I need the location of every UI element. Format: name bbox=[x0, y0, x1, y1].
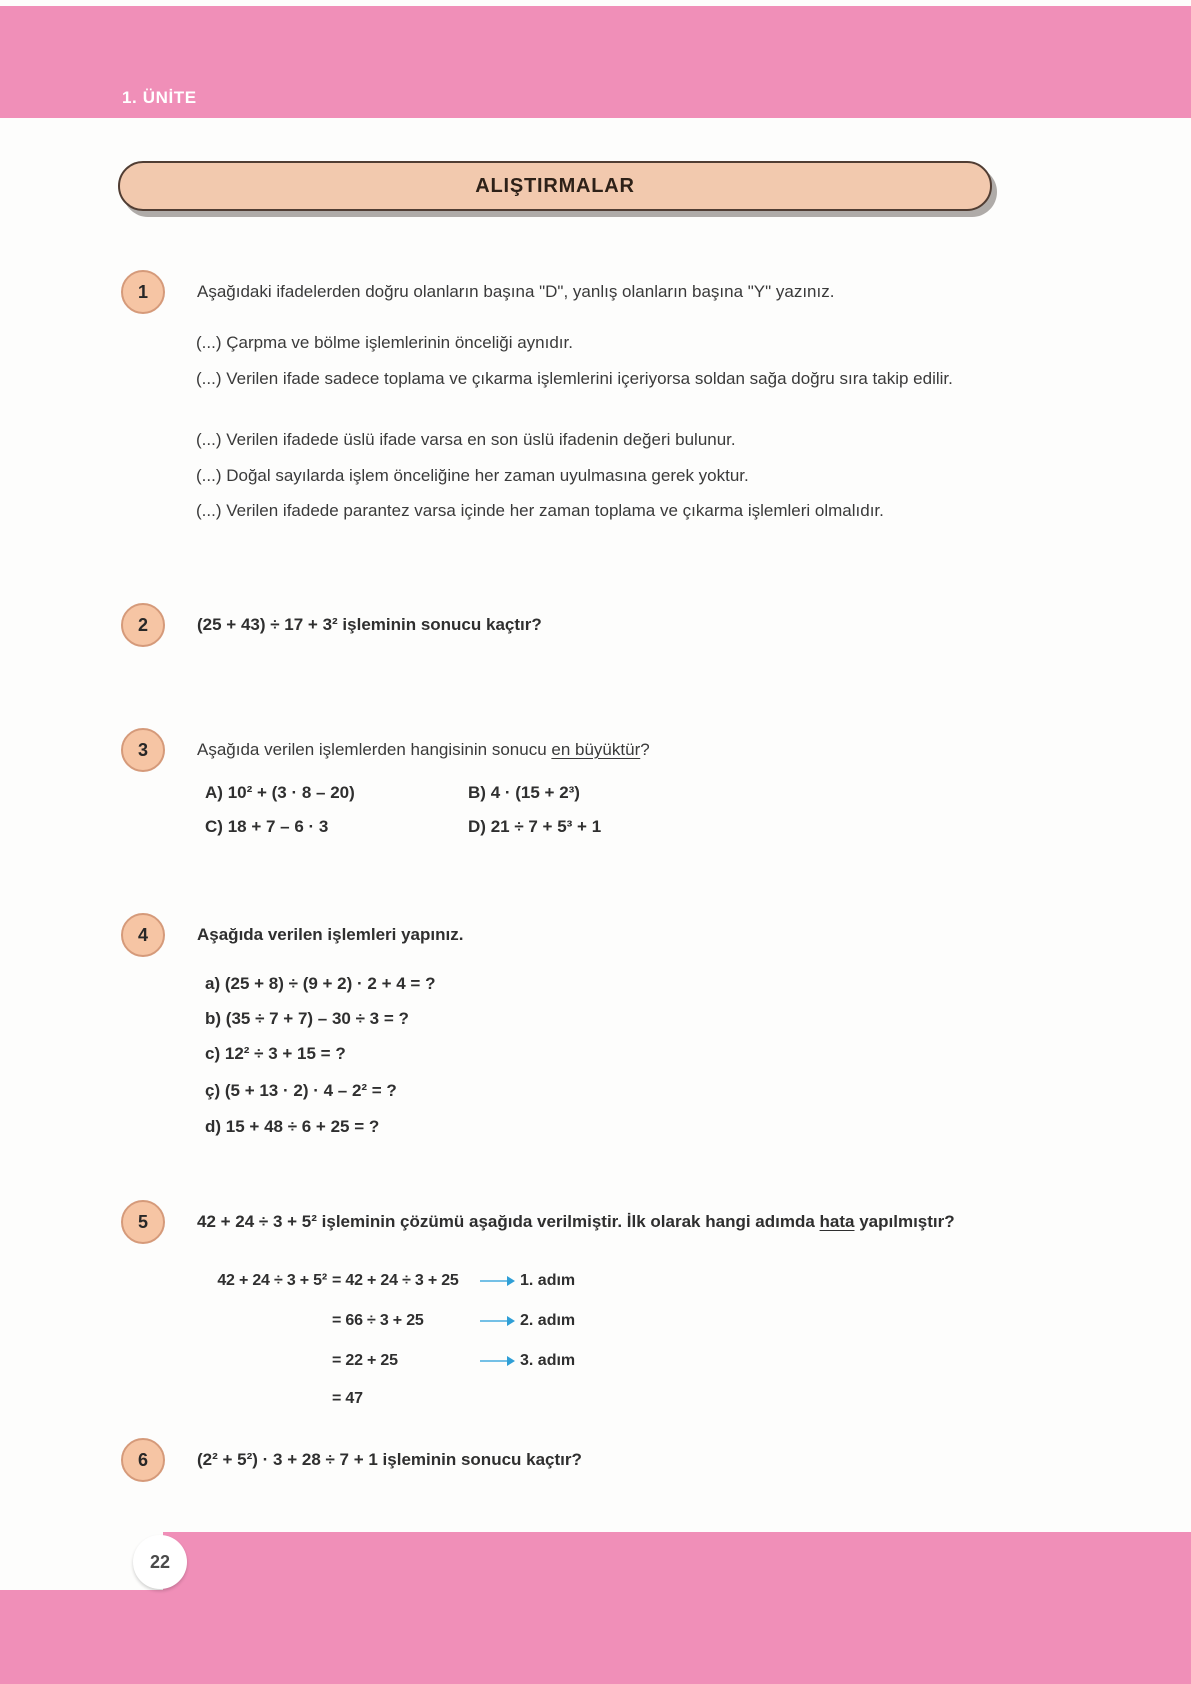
question-number: 2 bbox=[137, 614, 148, 635]
step-1-label: 1. adım bbox=[520, 1272, 576, 1289]
page-number: 22 bbox=[149, 1551, 171, 1572]
question-number: 1 bbox=[137, 281, 148, 302]
option-d bbox=[468, 814, 601, 840]
option-a-expression: 10² + (3 · 8 – 20) bbox=[227, 783, 355, 802]
step-arrow-icon bbox=[480, 1280, 507, 1282]
item-b-expression: (35 ÷ 7 + 7) – 30 ÷ 3 = ? bbox=[225, 1009, 409, 1028]
true-false-item-5: (...) Verilen ifadede parantez varsa içinde her zaman toplama ve çıkarma işlemleri olmalıdır. bbox=[196, 501, 884, 520]
item-c-label: c) bbox=[205, 1044, 221, 1063]
option-d-label: D) bbox=[468, 817, 486, 836]
step-arrow-icon bbox=[480, 1360, 507, 1362]
question-3-text-suffix: ? bbox=[640, 740, 650, 759]
solution-step-4 bbox=[0, 1386, 1191, 1412]
question-5-underlined-word: hata bbox=[819, 1212, 855, 1231]
question-2-text: (25 + 43) ÷ 17 + 3² işleminin sonucu kaçtır? bbox=[197, 615, 542, 634]
true-false-item-4: (...) Doğal sayılarda işlem önceliğine her zaman uyulmasına gerek yoktur. bbox=[196, 466, 749, 485]
question-1-number-badge bbox=[121, 270, 165, 314]
solution-step-2 bbox=[0, 1308, 1191, 1334]
item-a-expression: (25 + 8) ÷ (9 + 2) · 2 + 4 = ? bbox=[224, 974, 436, 993]
true-false-item-2: (...) Verilen ifade sadece toplama ve çıkarma işlemlerini içeriyorsa soldan sağa doğru sıra takip edilir. bbox=[196, 369, 953, 388]
option-b-label: B) bbox=[468, 783, 486, 802]
step-arrow-icon bbox=[480, 1320, 507, 1322]
exercise-item-a bbox=[205, 971, 435, 997]
question-2-number-badge bbox=[121, 603, 165, 647]
step-4-expression: = 47 bbox=[332, 1390, 363, 1407]
footer-band-left bbox=[0, 1590, 163, 1684]
question-6-text: (2² + 5²) · 3 + 28 ÷ 7 + 1 işleminin sonucu kaçtır? bbox=[197, 1450, 582, 1469]
unit-header-band bbox=[0, 6, 1191, 118]
question-3-text bbox=[197, 737, 1027, 763]
option-c bbox=[205, 814, 328, 840]
option-a-label: A) bbox=[205, 783, 223, 802]
exercise-item-d bbox=[205, 1114, 379, 1140]
step-1-expression: = 42 + 24 ÷ 3 + 25 bbox=[332, 1272, 459, 1289]
unit-label: 1. ÜNİTE bbox=[122, 88, 197, 107]
question-6-number-badge bbox=[121, 1438, 165, 1482]
item-c-cedilla-label: ç) bbox=[205, 1081, 221, 1100]
exercises-title-banner bbox=[118, 161, 992, 211]
footer-band bbox=[163, 1532, 1191, 1684]
true-false-item-1: (...) Çarpma ve bölme işlemlerinin önceliği aynıdır. bbox=[196, 333, 573, 352]
question-5-text-suffix: yapılmıştır? bbox=[854, 1212, 955, 1231]
step-2-label: 2. adım bbox=[520, 1312, 576, 1329]
exercise-item-b bbox=[205, 1006, 409, 1032]
question-5-text bbox=[197, 1209, 1047, 1235]
solution-step-1 bbox=[0, 1268, 1191, 1294]
exercises-title: ALIŞTIRMALAR bbox=[475, 174, 635, 197]
question-4-number-badge bbox=[121, 913, 165, 957]
solution-step-3 bbox=[0, 1348, 1191, 1374]
step-3-label: 3. adım bbox=[520, 1352, 576, 1369]
question-1-text: Aşağıdaki ifadelerden doğru olanların başına "D", yanlış olanların başına "Y" yazınız. bbox=[197, 282, 835, 301]
step-1-lhs: 42 + 24 ÷ 3 + 5² bbox=[217, 1272, 327, 1289]
option-a bbox=[205, 780, 355, 806]
question-5-text-prefix: 42 + 24 ÷ 3 + 5² işleminin çözümü aşağıda verilmiştir. İlk olarak hangi adımda bbox=[197, 1212, 820, 1231]
option-b bbox=[468, 780, 580, 806]
question-3-underlined-phrase: en büyüktür bbox=[551, 740, 641, 759]
option-c-expression: 18 + 7 – 6 · 3 bbox=[227, 817, 329, 836]
option-b-expression: 4 · (15 + 2³) bbox=[490, 783, 580, 802]
question-3-number-badge bbox=[121, 728, 165, 772]
question-number: 6 bbox=[137, 1449, 148, 1470]
item-d-label: d) bbox=[205, 1117, 222, 1136]
option-c-label: C) bbox=[205, 817, 223, 836]
item-b-label: b) bbox=[205, 1009, 222, 1028]
question-number: 4 bbox=[137, 924, 148, 945]
question-number: 5 bbox=[137, 1211, 148, 1232]
question-number: 3 bbox=[137, 739, 148, 760]
question-5-number-badge bbox=[121, 1200, 165, 1244]
item-c-expression: 12² ÷ 3 + 15 = ? bbox=[224, 1044, 346, 1063]
question-3-text-prefix: Aşağıda verilen işlemlerden hangisinin sonucu bbox=[197, 740, 552, 759]
question-4-text: Aşağıda verilen işlemleri yapınız. bbox=[197, 925, 464, 944]
exercise-item-c bbox=[205, 1041, 346, 1067]
item-a-label: a) bbox=[205, 974, 221, 993]
page-number-badge bbox=[133, 1535, 187, 1589]
step-3-expression: = 22 + 25 bbox=[332, 1352, 398, 1369]
item-c-cedilla-expression: (5 + 13 · 2) · 4 – 2² = ? bbox=[224, 1081, 397, 1100]
step-2-expression: = 66 ÷ 3 + 25 bbox=[332, 1312, 424, 1329]
true-false-item-3: (...) Verilen ifadede üslü ifade varsa en son üslü ifadenin değeri bulunur. bbox=[196, 430, 736, 449]
item-d-expression: 15 + 48 ÷ 6 + 25 = ? bbox=[225, 1117, 380, 1136]
exercise-item-c-cedilla bbox=[205, 1078, 397, 1104]
option-d-expression: 21 ÷ 7 + 5³ + 1 bbox=[490, 817, 602, 836]
